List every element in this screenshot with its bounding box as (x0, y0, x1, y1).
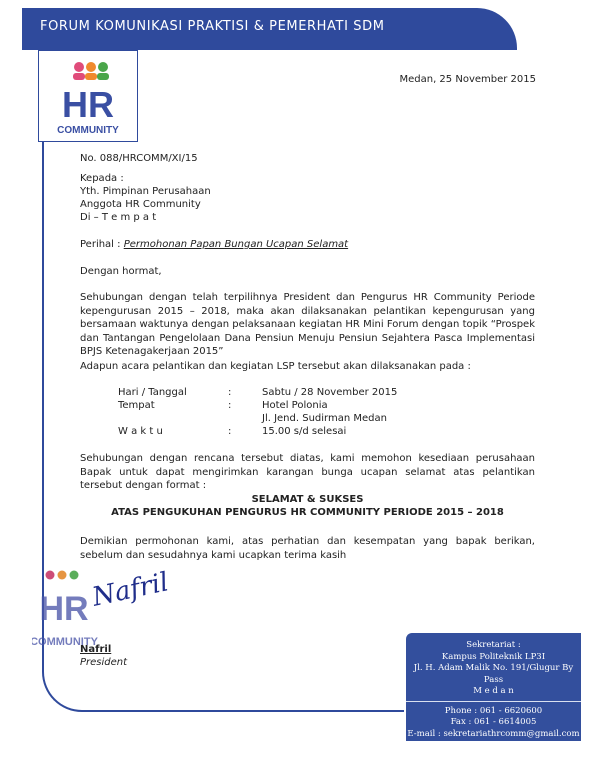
paragraph-schedule-intro: Adapun acara pelantikan dan kegiatan LSP tersebut akan dilaksanakan pada : (80, 361, 471, 372)
letter-number: No. 088/HRCOMM/XI/15 (80, 153, 198, 164)
detail-value: 15.00 s/d selesai (262, 426, 347, 437)
subject-line (80, 238, 348, 251)
paragraph-closing: Demikian permohonan kami, atas perhatian dan kesempatan yang bapak berikan, sebelum dan sesudahnya kami ucapkan terima kasih (80, 536, 535, 561)
organization-title: FORUM KOMUNIKASI PRAKTISI & PEMERHATI SDM (40, 19, 385, 34)
paragraph-intro: Sehubungan dengan telah terpilihnya President dan Pengurus HR Community Periode kepengurusan 2015 – 2018, maka akan dilaksanakan pelantikan kepengurusan yang bersamaan waktunya dengan pelaksanaan kegiatan HR Mini Forum dengan topik “Prospek dan Tantangan Pengelolaan Dana Pensiun Menuju Pensiun Sejahtera Pasca Implementasi BPJS Ketenagakerjaan 2015” (80, 292, 535, 357)
paragraph-request: Sehubungan dengan rencana tersebut diatas, kami memohon kesediaan perusahaan Bapak untuk dapat mengirimkan karangan bunga ucapan selamat atas pelantikan tersebut dengan format : (80, 453, 535, 491)
secretariat-divider (406, 701, 581, 702)
secretariat-city: M e d a n (473, 686, 514, 696)
detail-label: Tempat (118, 400, 155, 411)
to-line: Anggota HR Community (80, 199, 201, 210)
secretariat-fax: Fax : 061 - 6614005 (450, 717, 537, 727)
logo-letters: HR (62, 84, 114, 125)
subject-text: Permohonan Papan Bungan Ucapan Selamat (123, 239, 349, 250)
stamp-community-text: COMMUNITY (32, 636, 98, 648)
detail-value: Hotel Polonia (262, 400, 328, 411)
stamp-letters: HR (39, 590, 89, 628)
secretariat-email: E-mail : sekretariathrcomm@gmail.com (407, 728, 580, 739)
format-line-2: ATAS PENGUKUHAN PENGURUS HR COMMUNITY PERIODE 2015 – 2018 (111, 507, 504, 518)
secretariat-phone: Phone : 061 - 6620600 (444, 705, 543, 716)
logo-community-text: COMMUNITY (57, 125, 119, 136)
subject-label: Perihal : (80, 239, 121, 250)
detail-colon: : (228, 387, 232, 398)
secretariat-title: Sekretariat : (466, 640, 521, 650)
format-line-1: SELAMAT & SUKSES (251, 494, 364, 505)
hr-community-logo (38, 50, 138, 142)
detail-label: Hari / Tanggal (118, 387, 187, 398)
signer-title: President (80, 657, 128, 668)
signature-logo-stamp (32, 565, 102, 655)
secretariat-box (406, 633, 581, 741)
detail-value: Jl. Jend. Sudirman Medan (262, 413, 387, 424)
to-label: Kepada : (80, 173, 124, 184)
secretariat-address: Jl. H. Adam Malik No. 191/Glugur By Pass (413, 663, 574, 685)
detail-value: Sabtu / 28 November 2015 (262, 387, 398, 398)
logo-graphic (39, 51, 137, 141)
to-line: Yth. Pimpinan Perusahaan (80, 186, 211, 197)
place-date: Medan, 25 November 2015 (399, 74, 536, 85)
secretariat-campus: Kampus Politeknik LP3I (441, 651, 546, 662)
handwritten-signature: Nafril (89, 567, 172, 613)
to-line: Di – T e m p a t (80, 212, 157, 223)
detail-label: W a k t u (118, 426, 163, 437)
greeting: Dengan hormat, (80, 266, 162, 277)
detail-colon: : (228, 426, 232, 437)
signer-name: Nafril (80, 644, 112, 655)
detail-colon: : (228, 400, 232, 411)
